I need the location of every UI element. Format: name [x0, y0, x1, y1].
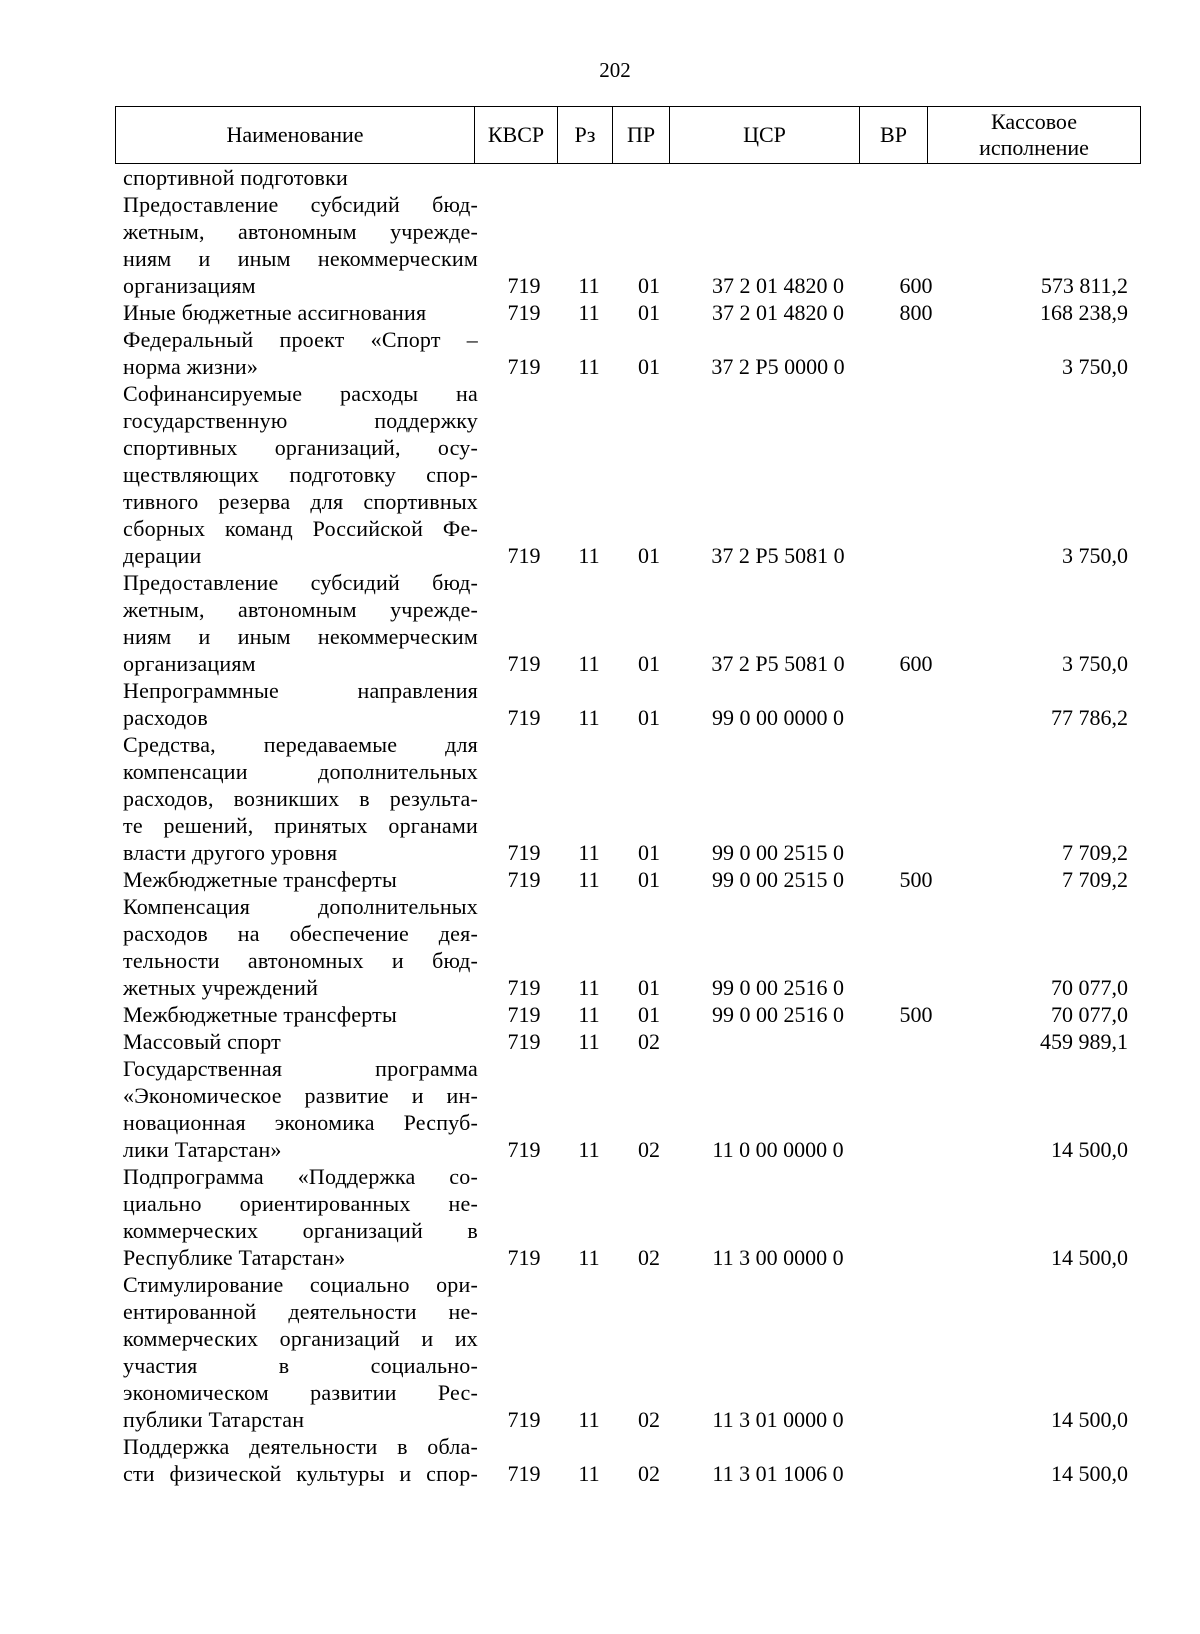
- row-name-line: ниям и иным некоммерческим: [123, 624, 478, 649]
- row-name-line: Поддержка деятельности в обла-: [123, 1434, 478, 1459]
- cell-pr: 02: [638, 1407, 660, 1432]
- cell-pr: 02: [638, 1245, 660, 1270]
- row-name-line: коммерческих организаций в: [123, 1218, 478, 1243]
- row-name-line: Стимулирование социально ори-: [123, 1272, 478, 1297]
- row-name-line: тивного резерва для спортивных: [123, 489, 478, 514]
- cell-rz: 11: [578, 300, 600, 325]
- header-pr: ПР: [613, 107, 670, 163]
- cell-sum: 77 786,2: [1051, 705, 1128, 730]
- cell-vr: 800: [899, 300, 933, 325]
- cell-rz: 11: [578, 1137, 600, 1162]
- cell-csr: [684, 1028, 872, 1055]
- cell-kvsr: 719: [507, 651, 541, 676]
- cell-sum: 3 750,0: [1062, 651, 1128, 676]
- cell-sum: 3 750,0: [1062, 543, 1128, 568]
- cell-pr: 02: [638, 1029, 660, 1054]
- row-name-line: лики Татарстан»: [123, 1137, 282, 1162]
- row-name-line: норма жизни»: [123, 354, 259, 379]
- row-name-line: сборных команд Российской Фе-: [123, 516, 478, 541]
- row-name-line: государственную поддержку: [123, 408, 478, 433]
- row-name: [123, 1055, 478, 1163]
- cell-csr: 37 2 01 4820 0: [712, 300, 844, 325]
- cell-csr: 11 3 01 1006 0: [712, 1461, 844, 1486]
- row-name: [123, 731, 478, 866]
- cell-rz: 11: [578, 651, 600, 676]
- table-row: [0, 1271, 1200, 1433]
- cell-vr: 500: [899, 867, 933, 892]
- row-name-line: Средства, передаваемые для: [123, 732, 478, 757]
- cell-pr: 01: [638, 840, 660, 865]
- row-name-line: ществляющих подготовку спор-: [123, 462, 478, 487]
- cell-sum: 3 750,0: [1062, 354, 1128, 379]
- cell-kvsr: 719: [507, 1461, 541, 1486]
- cell-csr: [684, 164, 872, 191]
- cell-kvsr: 719: [507, 300, 541, 325]
- row-name-line: новационная экономика Респуб-: [123, 1110, 478, 1135]
- header-vr: ВР: [860, 107, 928, 163]
- table-row: [0, 893, 1200, 1001]
- cell-kvsr: 719: [507, 543, 541, 568]
- row-name-line: Межбюджетные трансферты: [123, 1002, 397, 1027]
- cell-sum: 7 709,2: [1062, 867, 1128, 892]
- cell-pr: 01: [638, 975, 660, 1000]
- cell-pr: 01: [638, 543, 660, 568]
- cell-rz: 11: [578, 705, 600, 730]
- row-name-line: Непрограммные направления: [123, 678, 478, 703]
- header-sum: [928, 107, 1140, 163]
- row-name: [123, 1433, 478, 1487]
- row-name-line: компенсации дополнительных: [123, 759, 478, 784]
- row-name-line: ниям и иным некоммерческим: [123, 246, 478, 271]
- row-name: [123, 299, 478, 326]
- row-name-line: организациям: [123, 651, 256, 676]
- header-sum-line1: Кассовое: [991, 109, 1077, 134]
- row-name: [123, 1163, 478, 1271]
- cell-pr: 02: [638, 1461, 660, 1486]
- cell-rz: 11: [578, 840, 600, 865]
- cell-kvsr: 719: [507, 1029, 541, 1054]
- table-row: [0, 1433, 1200, 1487]
- cell-kvsr: 719: [507, 1002, 541, 1027]
- cell-vr: [880, 1244, 952, 1271]
- row-name: [123, 893, 478, 1001]
- cell-rz: 11: [578, 1245, 600, 1270]
- cell-vr: 600: [899, 273, 933, 298]
- cell-kvsr: 719: [507, 1245, 541, 1270]
- cell-sum: 573 811,2: [1040, 273, 1128, 298]
- cell-rz: 11: [578, 1029, 600, 1054]
- header-csr: ЦСР: [670, 107, 860, 163]
- cell-vr: [880, 839, 952, 866]
- cell-rz: 11: [578, 975, 600, 1000]
- cell-rz: [565, 164, 613, 191]
- row-name-line: «Экономическое развитие и ин-: [123, 1083, 478, 1108]
- table-row: [0, 866, 1200, 893]
- header-kvsr: КВСР: [475, 107, 558, 163]
- table-row: [0, 299, 1200, 326]
- cell-vr: 500: [899, 1002, 933, 1027]
- row-name: [123, 569, 478, 677]
- table-row: [0, 164, 1200, 191]
- cell-csr: 99 0 00 2515 0: [712, 867, 844, 892]
- row-name-line: Софинансируемые расходы на: [123, 381, 478, 406]
- row-name-line: Предоставление субсидий бюд-: [123, 192, 478, 217]
- row-name-line: жетных учреждений: [123, 975, 319, 1000]
- cell-vr: [880, 1028, 952, 1055]
- cell-pr: 01: [638, 1002, 660, 1027]
- cell-rz: 11: [578, 867, 600, 892]
- cell-rz: 11: [578, 543, 600, 568]
- row-name-line: жетным, автономным учрежде-: [123, 597, 478, 622]
- cell-pr: 02: [638, 1137, 660, 1162]
- cell-rz: 11: [578, 1002, 600, 1027]
- row-name-line: расходов: [123, 705, 208, 730]
- row-name-line: власти другого уровня: [123, 840, 338, 865]
- cell-vr: [880, 974, 952, 1001]
- row-name-line: дерации: [123, 543, 202, 568]
- cell-vr: [880, 1460, 952, 1487]
- row-name-line: Массовый спорт: [123, 1029, 281, 1054]
- row-name-line: сти физической культуры и спор-: [123, 1461, 478, 1486]
- cell-csr: 37 2 01 4820 0: [712, 273, 844, 298]
- cell-kvsr: 719: [507, 354, 541, 379]
- header-name: Наименование: [116, 107, 475, 163]
- row-name-line: Иные бюджетные ассигнования: [123, 300, 427, 325]
- cell-pr: 01: [638, 300, 660, 325]
- row-name-line: участия в социально-: [123, 1353, 478, 1378]
- cell-csr: 11 3 01 0000 0: [712, 1407, 844, 1432]
- cell-sum: 14 500,0: [1051, 1245, 1128, 1270]
- cell-rz: 11: [578, 1407, 600, 1432]
- cell-csr: 37 2 P5 0000 0: [711, 354, 845, 379]
- row-name-line: те решений, принятых органами: [123, 813, 478, 838]
- cell-csr: 99 0 00 2516 0: [712, 1002, 844, 1027]
- row-name-line: организациям: [123, 273, 256, 298]
- cell-kvsr: 719: [507, 1407, 541, 1432]
- row-name-line: экономическом развитии Рес-: [123, 1380, 478, 1405]
- cell-csr: 99 0 00 0000 0: [712, 705, 844, 730]
- cell-kvsr: 719: [507, 867, 541, 892]
- table-row: [0, 569, 1200, 677]
- row-name-line: публики Татарстан: [123, 1407, 305, 1432]
- cell-pr: 01: [638, 867, 660, 892]
- cell-kvsr: 719: [507, 840, 541, 865]
- cell-sum: 14 500,0: [1051, 1407, 1128, 1432]
- cell-vr: 600: [899, 651, 933, 676]
- row-name: [123, 191, 478, 299]
- table-row: [0, 191, 1200, 299]
- cell-kvsr: [491, 164, 557, 191]
- table-row: [0, 1163, 1200, 1271]
- row-name-line: Федеральный проект «Спорт –: [123, 327, 478, 352]
- cell-csr: 37 2 P5 5081 0: [711, 651, 845, 676]
- cell-sum: [960, 164, 1128, 191]
- table-row: [0, 1001, 1200, 1028]
- cell-sum: 70 077,0: [1051, 1002, 1128, 1027]
- row-name-line: коммерческих организаций и их: [123, 1326, 478, 1351]
- row-name-line: ентированной деятельности не-: [123, 1299, 478, 1324]
- cell-vr: [880, 704, 952, 731]
- row-name-line: циально ориентированных не-: [123, 1191, 478, 1216]
- cell-pr: 01: [638, 354, 660, 379]
- cell-sum: 459 989,1: [1040, 1029, 1128, 1054]
- table-row: [0, 380, 1200, 569]
- cell-kvsr: 719: [507, 975, 541, 1000]
- row-name-line: Компенсация дополнительных: [123, 894, 478, 919]
- row-name: [123, 164, 478, 191]
- cell-sum: 168 238,9: [1040, 300, 1128, 325]
- cell-kvsr: 719: [507, 273, 541, 298]
- row-name-line: жетным, автономным учрежде-: [123, 219, 478, 244]
- cell-rz: 11: [578, 354, 600, 379]
- cell-pr: 01: [638, 273, 660, 298]
- row-name-line: спортивных организаций, осу-: [123, 435, 478, 460]
- cell-pr: 01: [638, 651, 660, 676]
- row-name: [123, 1001, 478, 1028]
- row-name-line: Республике Татарстан»: [123, 1245, 346, 1270]
- cell-vr: [880, 353, 952, 380]
- table-row: [0, 677, 1200, 731]
- page-number: 202: [599, 58, 631, 82]
- cell-rz: 11: [578, 1461, 600, 1486]
- row-name-line: спортивной подготовки: [123, 165, 348, 190]
- row-name-line: тельности автономных и бюд-: [123, 948, 478, 973]
- row-name-line: расходов на обеспечение дея-: [123, 921, 478, 946]
- cell-csr: 11 3 00 0000 0: [712, 1245, 844, 1270]
- row-name: [123, 677, 478, 731]
- cell-sum: 7 709,2: [1062, 840, 1128, 865]
- cell-pr: 01: [638, 705, 660, 730]
- table-row: [0, 731, 1200, 866]
- row-name: [123, 866, 478, 893]
- row-name-line: Подпрограмма «Поддержка со-: [123, 1164, 478, 1189]
- row-name-line: Государственная программа: [123, 1056, 478, 1081]
- cell-vr: [880, 542, 952, 569]
- cell-vr: [880, 1136, 952, 1163]
- row-name: [123, 326, 478, 380]
- cell-pr: [620, 164, 678, 191]
- table-row: [0, 326, 1200, 380]
- row-name: [123, 380, 478, 569]
- cell-csr: 99 0 00 2516 0: [712, 975, 844, 1000]
- row-name-line: Предоставление субсидий бюд-: [123, 570, 478, 595]
- row-name: [123, 1271, 478, 1433]
- header-rz: Рз: [558, 107, 613, 163]
- row-name: [123, 1028, 478, 1055]
- cell-rz: 11: [578, 273, 600, 298]
- table-body: [0, 164, 1200, 1487]
- cell-sum: 14 500,0: [1051, 1137, 1128, 1162]
- cell-csr: 99 0 00 2515 0: [712, 840, 844, 865]
- cell-kvsr: 719: [507, 705, 541, 730]
- cell-csr: 37 2 P5 5081 0: [711, 543, 845, 568]
- table-row: [0, 1028, 1200, 1055]
- cell-sum: 14 500,0: [1051, 1461, 1128, 1486]
- cell-sum: 70 077,0: [1051, 975, 1128, 1000]
- header-sum-line2: исполнение: [979, 135, 1089, 160]
- table-header: [115, 106, 1141, 164]
- cell-vr: [880, 164, 952, 191]
- row-name-line: расходов, возникших в результа-: [123, 786, 478, 811]
- cell-csr: 11 0 00 0000 0: [712, 1137, 844, 1162]
- cell-vr: [880, 1406, 952, 1433]
- row-name-line: Межбюджетные трансферты: [123, 867, 397, 892]
- table-row: [0, 1055, 1200, 1163]
- cell-kvsr: 719: [507, 1137, 541, 1162]
